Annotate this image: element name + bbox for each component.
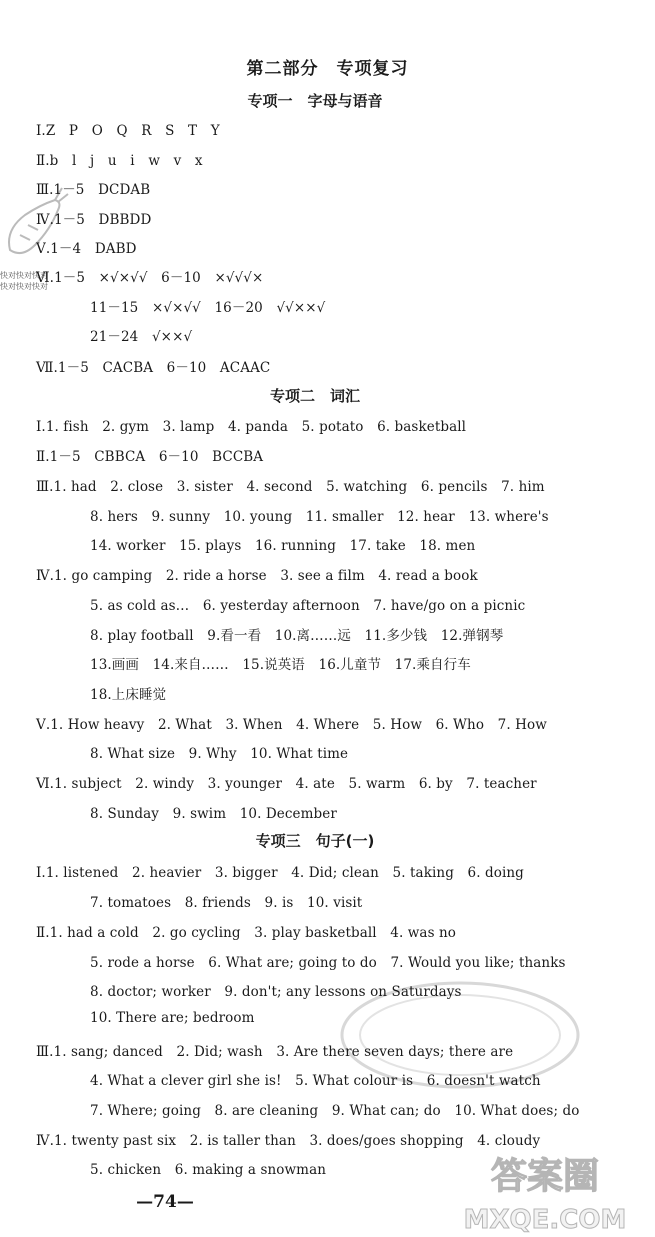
- answer-line: Ⅶ.1－5 CACBA 6－10 ACAAC: [36, 360, 271, 376]
- answer-line: 5. chicken 6. making a snowman: [90, 1162, 327, 1178]
- answer-line: 13.画画 14.来自…… 15.说英语 16.儿童节 17.乘自行车: [90, 657, 471, 673]
- answer-line: 7. Where; going 8. are cleaning 9. What can; do 10. What does; do: [90, 1103, 580, 1119]
- answer-line: Ⅰ.1. listened 2. heavier 3. bigger 4. Did; clean 5. taking 6. doing: [36, 865, 524, 881]
- answer-line: Ⅲ.1－5 DCDAB: [36, 182, 151, 198]
- answer-line: Ⅱ.b l j u i w v x: [36, 153, 203, 169]
- answer-line: Ⅴ.1. How heavy 2. What 3. When 4. Where 5. How 6. Who 7. How: [36, 717, 547, 733]
- answer-line: 11－15 ×√×√√ 16－20 √√××√: [90, 300, 326, 316]
- answer-line: 5. rode a horse 6. What are; going to do 7. Would you like; thanks: [90, 955, 566, 971]
- margin-text-line-2: 快对快对快对: [0, 282, 48, 291]
- answer-line: Ⅲ.1. sang; danced 2. Did; wash 3. Are there seven days; there are: [36, 1044, 514, 1060]
- page-title: 第二部分 专项复习: [246, 59, 409, 79]
- answer-line: 14. worker 15. plays 16. running 17. take 18. men: [90, 538, 476, 554]
- answer-line: 7. tomatoes 8. friends 9. is 10. visit: [90, 895, 363, 911]
- answer-line: 8. What size 9. Why 10. What time: [90, 746, 349, 762]
- section-title-1: 专项一 字母与语音: [247, 92, 383, 110]
- answer-line: Ⅰ.1. fish 2. gym 3. lamp 4. panda 5. potato 6. basketball: [36, 419, 467, 435]
- answer-line: Ⅵ.1. subject 2. windy 3. younger 4. ate 5. warm 6. by 7. teacher: [36, 776, 537, 792]
- margin-text-line-1: 快对快对快对: [0, 271, 48, 280]
- answer-line: 8. play football 9.看一看 10.离……远 11.多少钱 12.弹钢琴: [90, 628, 504, 644]
- answer-line: 5. as cold as… 6. yesterday afternoon 7. have/go on a picnic: [90, 598, 526, 614]
- answer-line: Ⅱ.1－5 CBBCA 6－10 BCCBA: [36, 449, 264, 465]
- answer-line: Ⅲ.1. had 2. close 3. sister 4. second 5. watching 6. pencils 7. him: [36, 479, 545, 495]
- answer-line: 18.上床睡觉: [90, 687, 167, 703]
- watermark-url-text: MXQE.COM: [463, 1205, 627, 1235]
- answer-line: 8. Sunday 9. swim 10. December: [90, 806, 337, 822]
- watermark-logo-text: 答案圈: [490, 1156, 600, 1197]
- answer-line: Ⅳ.1. go camping 2. ride a horse 3. see a film 4. read a book: [36, 568, 478, 584]
- answer-line: 10. There are; bedroom: [90, 1010, 255, 1026]
- section-title-2: 专项二 词汇: [269, 387, 360, 405]
- answer-line: 8. hers 9. sunny 10. young 11. smaller 12. hear 13. where's: [90, 509, 549, 525]
- answer-line: Ⅰ.Z P O Q R S T Y: [36, 123, 220, 139]
- answer-line: 21－24 √××√: [90, 329, 193, 345]
- answer-line: 4. What a clever girl she is! 5. What colour is 6. doesn't watch: [90, 1073, 541, 1089]
- answer-line: Ⅴ.1－4 DABD: [36, 241, 137, 257]
- answer-line: Ⅱ.1. had a cold 2. go cycling 3. play basketball 4. was no: [36, 925, 457, 941]
- watermark-logo: [445, 1150, 645, 1235]
- section-title-3: 专项三 句子(一): [255, 832, 375, 850]
- answer-line: Ⅳ.1－5 DBBDD: [36, 212, 152, 228]
- answer-line: 8. doctor; worker 9. don't; any lessons on Saturdays: [90, 984, 462, 1000]
- page-number: —74—: [136, 1192, 194, 1212]
- answer-line: Ⅵ.1－5 ×√×√√ 6－10 ×√√√×: [36, 270, 264, 286]
- answer-line: Ⅳ.1. twenty past six 2. is taller than 3. does/goes shopping 4. cloudy: [36, 1133, 541, 1149]
